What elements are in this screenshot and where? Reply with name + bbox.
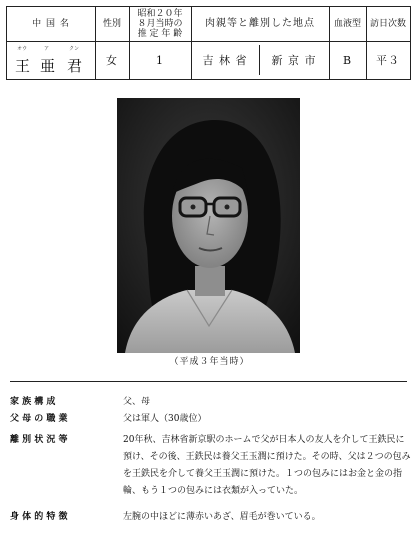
header-separation-place: 肉親等と離別した地点: [205, 18, 315, 29]
blood-type-value: B: [342, 53, 353, 67]
furigana-2: ア: [44, 46, 50, 52]
separation-label: 離 別 状 況 等: [10, 435, 68, 445]
info-table: [6, 6, 411, 80]
city-value: 新 京 市: [271, 54, 317, 67]
header-visit-count: 訪日次数: [369, 19, 406, 29]
section-divider: [10, 381, 407, 382]
province-value: 吉 林 省: [202, 54, 248, 67]
name-char-3: 君: [67, 57, 83, 75]
portrait-photo: [117, 98, 300, 353]
furigana-1: オウ: [17, 46, 28, 52]
name-char-1: 王: [15, 57, 31, 75]
family-value: 父、母: [123, 397, 151, 407]
chinese-name: [7, 41, 95, 79]
header-estimated-age: 昭和２０年 ８月当時の 推 定 年 齢: [137, 9, 183, 39]
family-label: 家 族 構 成: [10, 397, 56, 407]
header-sex: 性別: [102, 19, 121, 29]
header-blood-type: 血液型: [333, 19, 361, 29]
photo-caption: （平成３年当時）: [169, 357, 250, 367]
physical-value: 左腕の中ほどに薄赤いあざ、眉毛が巻いている。: [123, 512, 321, 522]
name-char-2: 亜: [40, 57, 56, 75]
age-value: 1: [156, 53, 164, 67]
separation-value: 20年秋、吉林省新京駅のホームで父が日本人の友人を介して王鉄民に預け、その後、王鉄民は養父王玉潤に預けた。その時、父は２つの包みを王鉄民を介して養父王玉潤に預けた。１つの包みにはお金と金の指輪、もう１つの包みには衣類が入っていた。: [123, 435, 411, 496]
header-chinese-name: 中 国 名: [32, 19, 70, 29]
visit-count-value: 平３: [376, 54, 400, 67]
furigana-3: クン: [69, 46, 80, 52]
occupation-label: 父 母 の 職 業: [10, 414, 68, 424]
occupation-value: 父は軍人（30歳位）: [123, 414, 207, 424]
sex-value: 女: [106, 54, 118, 67]
physical-label: 身 体 的 特 徴: [10, 512, 68, 522]
